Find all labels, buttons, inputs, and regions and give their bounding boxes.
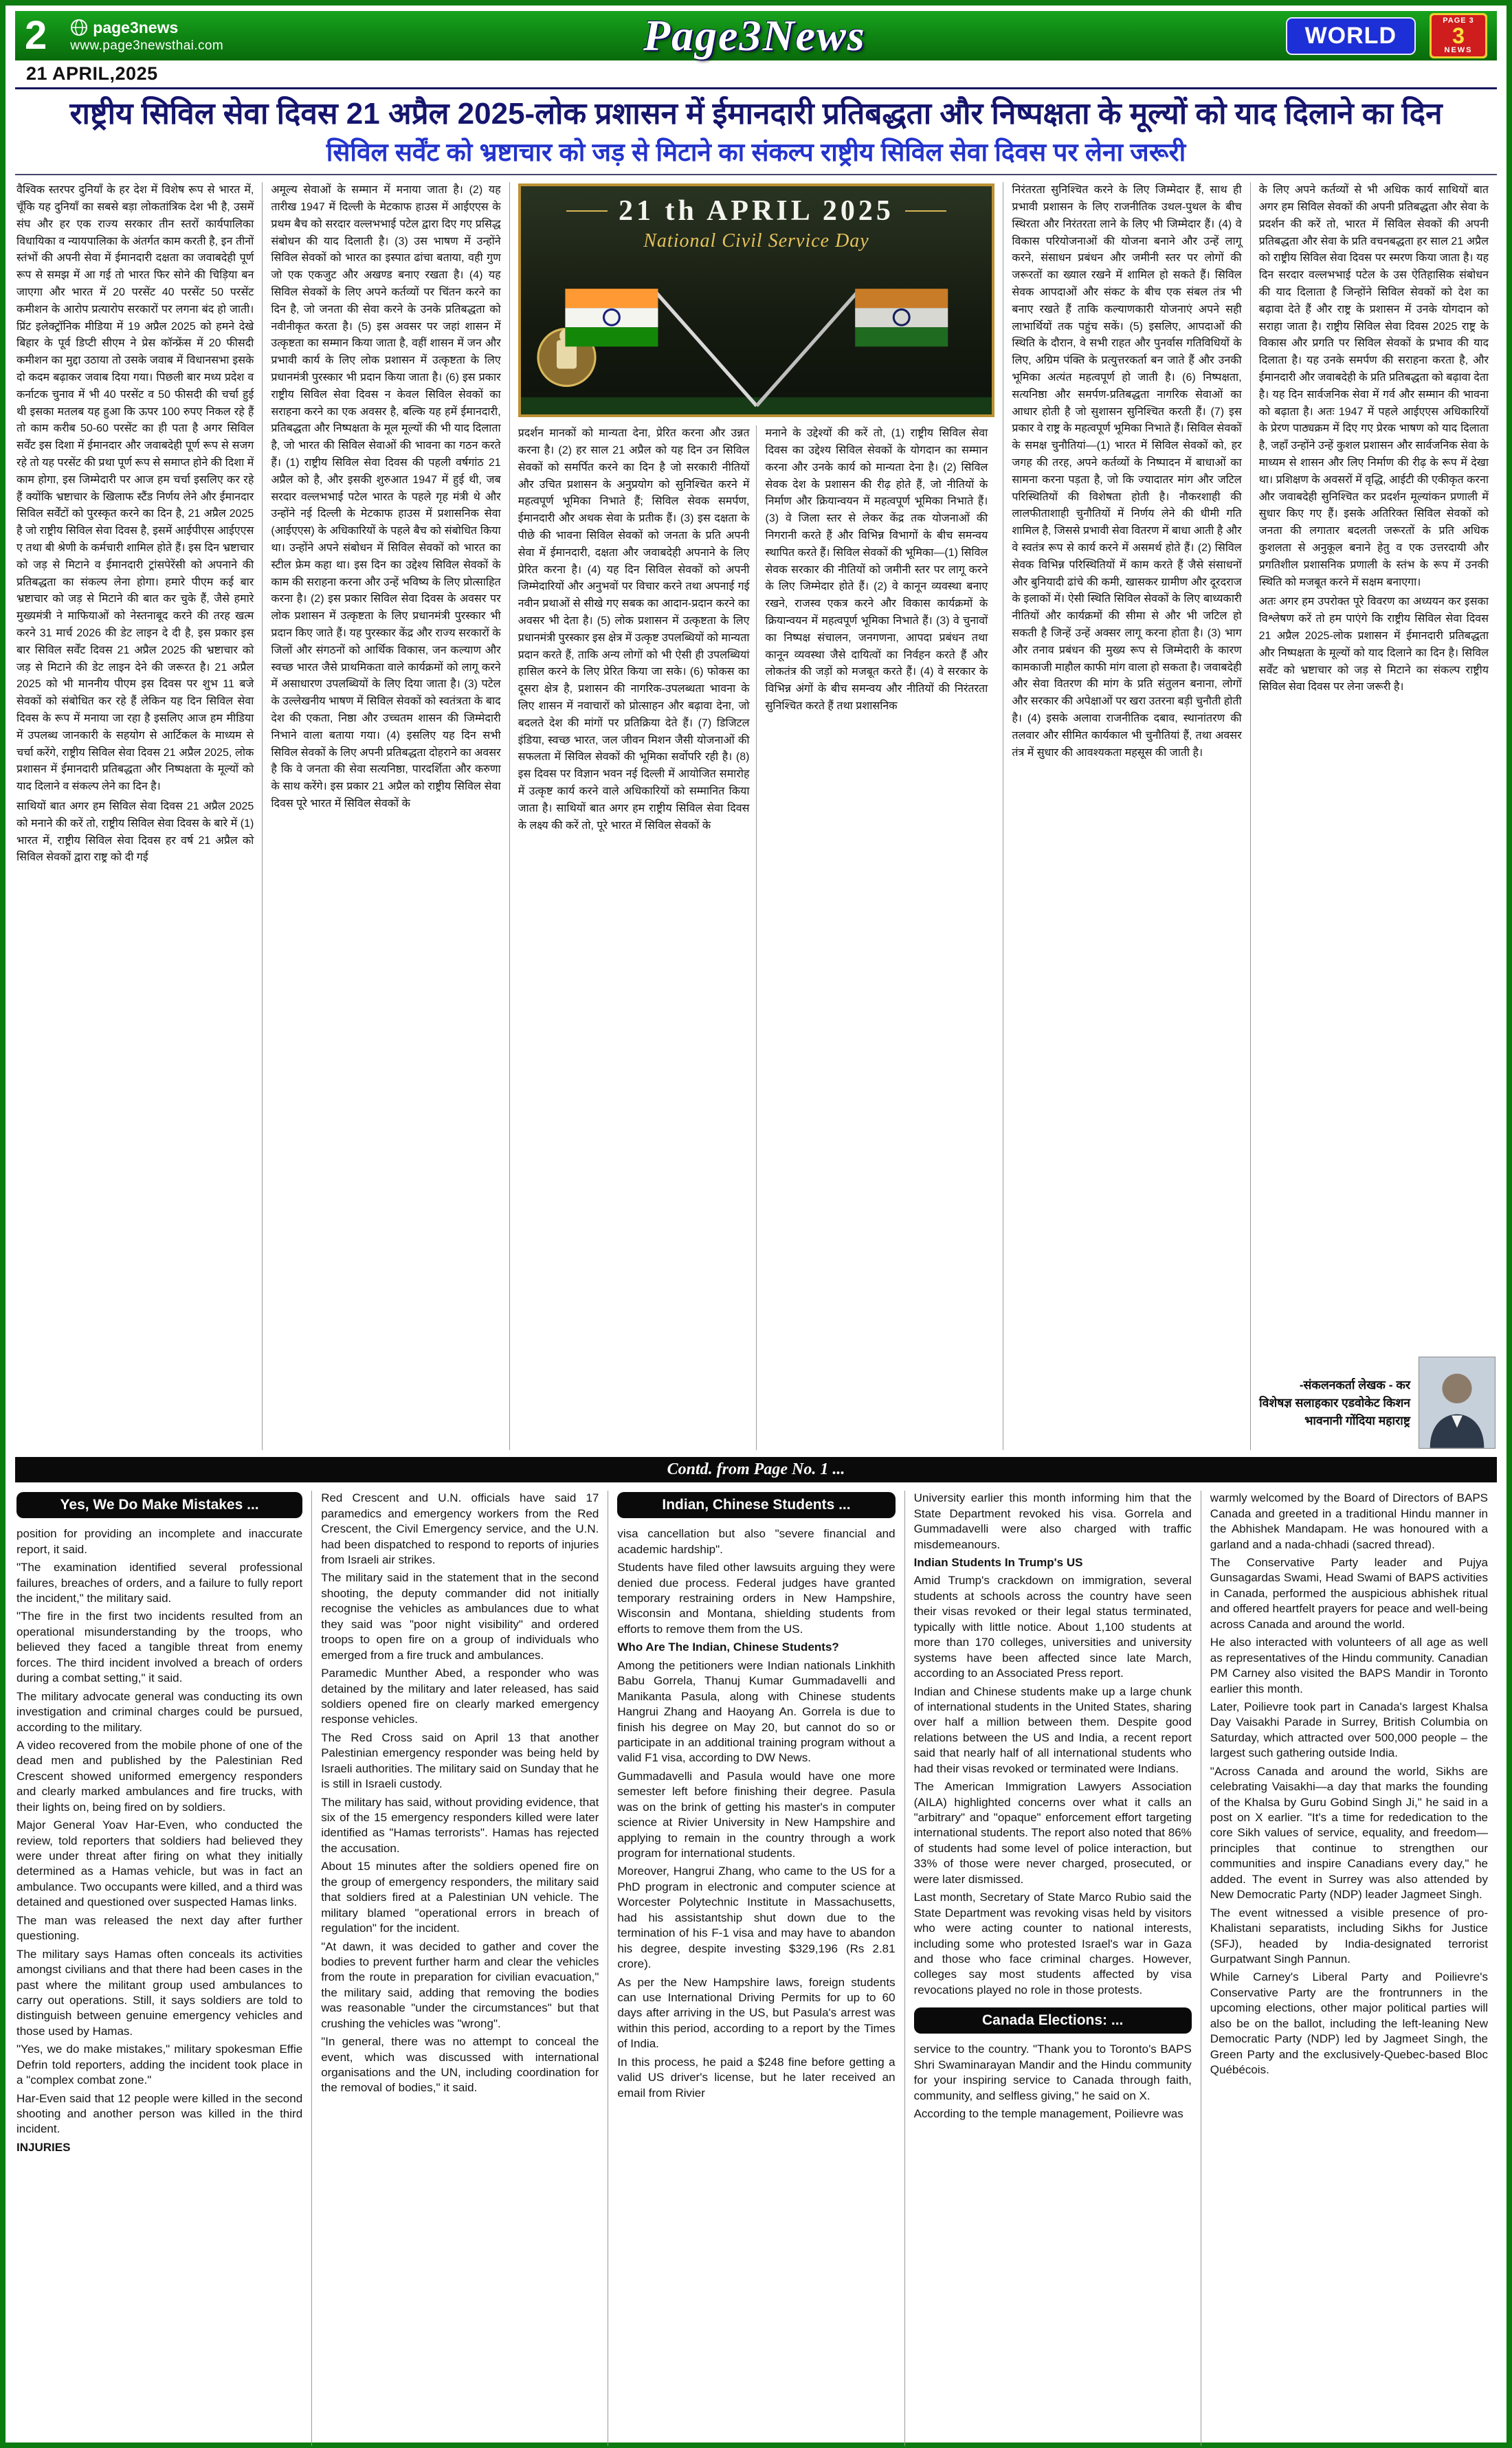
canada-article-col-2 xyxy=(1201,1491,1497,2446)
paragraph: Indian Students In Trump's US xyxy=(913,1556,1083,1569)
india-flag-left xyxy=(565,289,658,346)
paragraph: About 15 minutes after the soldiers opened fire on the group of emergency responders, the military said that soldiers fired at a Palestinian UN vehicle. The military blamed "operational errors in breach of regulation" for the incident. xyxy=(321,1860,599,1935)
hindi-column-6-text xyxy=(1259,182,1489,1333)
paragraph: Who Are The Indian, Chinese Students? xyxy=(617,1640,839,1654)
paragraph: साथियों बात अगर हम सिविल सेवा दिवस 21 अप्रैल 2025 को मनाने की करें तो, राष्ट्रीय सिविल सेवा दिवस के बारे में (1) भारत में, राष्ट्रीय सिविल सेवा दिवस हर वर्ष 21 अप्रैल को सिविल सेवकों द्वारा राष्ट्र को दी गई xyxy=(16,800,254,864)
paragraph: Har-Even said that 12 people were killed in the second shooting and another person was killed in the third incident. xyxy=(16,2091,303,2136)
paragraph: visa cancellation but also "severe financial and academic hardship". xyxy=(617,1527,896,1556)
mistakes-article-text-1 xyxy=(16,1526,302,2155)
hindi-column-3 xyxy=(518,425,757,1450)
paragraph: Indian and Chinese students make up a large chunk of international students in the United States, sharing over half a million between them. Despite good relations between the US and India, a recent report said that nearly half of all international students who had their visas revoked or terminated were Indians. xyxy=(913,1684,1192,1775)
author-line-3: भावनानी गोंदिया महाराष्ट्र xyxy=(1304,1414,1410,1428)
paragraph: University earlier this month informing him that the State Department revoked his visa. Gorrela and Gummadavelli were also charged with traffic misdemeanours. xyxy=(913,1491,1192,1551)
students-article-text-1 xyxy=(617,1526,895,2101)
paragraph: Moreover, Hangrui Zhang, who came to the US for a PhD program in electronic and computer science at Worcester Polytechnic Institute in Massachusetts, had his assistantship shut down due to the termination of his F-1 visa and may have to abandon his degree, despite investing $329,196 (Rs 2.81 crore). xyxy=(617,1865,896,1971)
logo-number: 3 xyxy=(1452,23,1465,48)
author-photo xyxy=(1419,1357,1496,1449)
paragraph: position for providing an incomplete and inaccurate report, it said. xyxy=(16,1527,303,1556)
paragraph: service to the country. "Thank you to Toronto's BAPS Shri Swaminarayan Mandir and the Hindu community for your inspiring service to Canada through faith, community, and selfless giving," he said on X. xyxy=(913,2043,1192,2102)
paragraph: The event witnessed a visible presence of pro-Khalistani separatists, including Sikhs for Justice (SFJ), headed by India-designated terrorist Gurpatwant Singh Pannun. xyxy=(1210,1906,1488,1966)
banner-date-text: 21 th APRIL 2025 xyxy=(566,194,946,227)
section-label: WORLD xyxy=(1286,17,1416,55)
globe-icon xyxy=(70,19,88,36)
hindi-column-4 xyxy=(756,425,994,1450)
paragraph: The man was released the next day after further questioning. xyxy=(16,1913,303,1943)
paragraph: The military says Hamas often conceals its activities amongst civilians and that there had been cases in the past where the militant group used ambulances to carry out operations. Still, it says soldiers are told to distinguish between genuine emergency vehicles and those used by Hamas. xyxy=(16,1947,303,2038)
sub-headline: सिविल सर्वेंट को भ्रष्टाचार को जड़ से मिटाने का संकल्प राष्ट्रीय सिविल सेवा दिवस पर लेना जरूरी xyxy=(15,134,1497,175)
paragraph: He also interacted with volunteers of all age as well as representatives of the Hindu community. Canadian PM Carney also visited the BAPS Mandir in Toronto earlier this month. xyxy=(1210,1636,1488,1695)
paragraph: Gummadavelli and Pasula would have one more semester left before finishing their degree. Pasula was on the brink of getting his master's in computer science at Rivier University in New Hampshire and applying to remain in the country through a work program for international students. xyxy=(617,1769,896,1860)
hindi-column-6 xyxy=(1250,182,1497,1450)
paragraph: The Conservative Party leader and Pujya Gunsagardas Swami, Head Swami of BAPS activities in Canada, performed the auspicious abhishek ritual and offered heartfelt prayers for peace and well-being across Canada and around the world. xyxy=(1210,1556,1488,1631)
masthead-bar xyxy=(15,11,1497,60)
logo-bottom-text: NEWS xyxy=(1444,46,1473,54)
paragraph: प्रदर्शन मानकों को मान्यता देना, प्रेरित करना और उन्नत करना है। (2) हर साल 21 अप्रैल को यह दिन उन सिविल सेवकों को समर्पित करने का दिन है जो सरकारी नीतियों और उचित प्रशासन के अनुप्रयोग को सुनिश्चित करने में महत्वपूर्ण भूमिका निभाते हैं; सिविल सेवक समर्पण, ईमानदारी और अथक सेवा के प्रतीक हैं। (3) इस दक्षता के पीछे की भावना सिविल सेवकों को जनता के प्रति अपनी सेवा में ईमानदारी, दक्षता और जवाबदेही अपनाने के लिए प्रेरित करना है। (4) यह दिन सिविल सेवकों को अपनी जिम्मेदारियों और अनुभवों पर विचार करने तथा अपनाई गई नवीन प्रथाओं से सीखे गए सबक का आदान-प्रदान करने का अवसर भी देता है। (5) लोक प्रशासन में उत्कृष्टता के लिए प्रधानमंत्री पुरस्कार इस क्षेत्र में उत्कृष्ट उपलब्धियों को मान्यता प्रदान करते हैं, ताकि अन्य लोगों को भी ऐसी ही उपलब्धियां हासिल करने के लिए प्रेरित किया जा सके। (6) फोकस का दूसरा क्षेत्र है, प्रशासन की नागरिक-उपलब्धता भावना के लिए शासन में नवाचारों को प्रोत्साहन और बढ़ावा देना, जो बदलते देश की मांगों पर प्रतिक्रिया देते हैं। (7) डिजिटल इंडिया, स्वच्छ भारत, जल जीवन मिशन जैसी योजनाओं की सफलता में सिविल सेवकों की भूमिका सर्वोपरि रही है। (8) इस दिवस पर विज्ञान भवन नई दिल्ली में आयोजित समारोह में उत्कृष्ट कार्य करने वाले अधिकारियों को सम्मानित किया जाता है। साथियों बात अगर हम राष्ट्रीय सिविल सेवा दिवस के लक्ष्य की करें तो, पूरे भारत में सिविल सेवकों के xyxy=(518,427,750,832)
paragraph: Students have filed other lawsuits arguing they were denied due process. Federal judges have granted temporary restraining orders in New Hampshire, Wisconsin and Montana, shielding students from efforts to remove them from the US. xyxy=(617,1561,896,1636)
students-article-col-2 xyxy=(904,1491,1201,2446)
students-article-text-2 xyxy=(914,1491,1192,1998)
paragraph: According to the temple management, Poilievre was xyxy=(913,2107,1183,2120)
paragraph: Later, Poilievre took part in Canada's largest Khalsa Day Vaisakhi Parade in Surrey, British Columbia on Saturday, which attracted over 500,000 people – the largest such gathering outside India. xyxy=(1210,1700,1488,1760)
paragraph: अमूल्य सेवाओं के सम्मान में मनाया जाता है। (2) यह तारीख 1947 में दिल्ली के मेटकाफ हाउस में आईएएस के प्रथम बैच को सरदार वल्लभभाई पटेल द्वारा दिए गए प्रसिद्ध संबोधन की याद दिलाती है। (3) उस भाषण में उन्होंने सिविल सेवकों को भारत का इस्पात ढांचा बताया, वही गुण जो एक एकजुट और अखण्ड बनाए रखता है। (4) यह सिविल सेवकों के लिए अपने कर्तव्यों पर चिंतन करने का दिन है, जो जनता की सेवा करने के उनके प्रतिबद्धता को नवीनीकृत करता है। (5) इस अवसर पर जहां शासन में उत्कृष्टता का सम्मान किया जाता है, वहीं शासन में जन और प्रभावी कार्य के लिए लोक प्रशासन में उत्कृष्टता के लिए प्रधानमंत्री पुरस्कार भी प्रदान किया जाता है। (6) इस प्रकार राष्ट्रीय सिविल सेवा दिवस न केवल सिविल सेवकों का सराहना करने का एक अवसर है, बल्कि यह हमें ईमानदारी, प्रतिबद्धता और निष्पक्षता के मूल मूल्यों की भी याद दिलाता है, जो भारत की सिविल सेवाओं की भावना का गठन करते हैं। (1) राष्ट्रीय सिविल सेवा दिवस की पहली वर्षगांठ 21 अप्रैल को है, और इसकी शुरुआत 1947 में हुई थी, जब सरदार वल्लभभाई पटेल भारत के पहले गृह मंत्री थे और उन्होंने नई दिल्ली के मेटकाफ हाउस में प्रशासनिक सेवा (आईएएस) के अधिकारियों के पहले बैच को संबोधित किया था। उन्होंने अपने संबोधन में सिविल सेवकों को भारत का स्टील फ्रेम कहा था। इस दिन का उद्देश्य सिविल सेवकों के काम की सराहना करना और उन्हें भविष्य के लिए प्रोत्साहित करना है। (2) इस प्रकार सिविल सेवा दिवस के अवसर पर लोक प्रशासन में उत्कृष्टता के लिए प्रधानमंत्री पुरस्कार भी प्रदान किए जाते हैं। यह पुरस्कार केंद्र और राज्य सरकारों के जिलों और संगठनों को आर्थिक विकास, जन कल्याण और स्वच्छ भारत जैसे प्राथमिकता वाले कार्यक्रमों को लागू करने में असाधारण उपलब्धियों के लिए दिया जाता है। (3) पटेल के उल्लेखनीय भाषण में सिविल सेवकों को स्वतंत्रता के बाद देश की एकता, निष्ठा और उच्चतम शासन की जिम्मेदारी निभाने वाला बताया गया। (4) इसलिए यह दिन सभी सिविल सेवकों के लिए अपनी प्रतिबद्धता दोहराने का अवसर है कि वे जनता की सेवा सत्यनिष्ठा, पारदर्शिता और करुणा के साथ करेंगे। इस प्रकार 21 अप्रैल को राष्ट्रीय सिविल सेवा दिवस पूरे भारत में सिविल सेवकों के xyxy=(271,184,501,810)
paragraph: The military advocate general was conducting its own investigation and criminal charges could be pursued, according to the military. xyxy=(16,1689,303,1734)
paragraph: "Yes, we do make mistakes," military spokesman Effie Defrin told reporters, adding the incident took place in a "complex combat zone." xyxy=(16,2043,303,2087)
page3-logo xyxy=(1430,13,1487,58)
author-text xyxy=(1259,1376,1410,1430)
paragraph: Red Crescent and U.N. officials have said 17 paramedics and emergency workers from the Red Crescent, the Civil Emergency service, and the U.N. had been dispatched to respond to reports of injuries from Israeli air strikes. xyxy=(321,1491,599,1566)
flags-illustration xyxy=(521,252,992,414)
paragraph: निरंतरता सुनिश्चित करने के लिए जिम्मेदार हैं, साथ ही प्रभावी प्रशासन के लिए राजनीतिक उथल-पुथल के बीच स्थिरता और निरंतरता लाने के लिए भी जिम्मेदार हैं। (4) वे विकास परियोजनाओं की योजना बनाने और उन्हें लागू करने, संसाधन प्रबंधन और जमीनी स्तर पर लोगों की जरूरतों का ख्याल रखने में शामिल हो सकते हैं। सिविल सेवक आपदाओं और संकट के बीच एक संबल तंत्र भी बनाए रखते हैं ताकि कल्याणकारी योजनाएं अपने सही लाभार्थियों तक पहुंच सकें। (5) इसलिए, आपदाओं की स्थिति के दौरान, वे सभी राहत और पुनर्वास गतिविधियों के लिए, अग्रिम पंक्ति के प्रत्युत्तरकर्ता बन जाते हैं और उनकी भूमिका अत्यंत महत्वपूर्ण हो जाती है। (6) निष्पक्षता, सत्यनिष्ठा और समर्पण-प्रतिबद्धता नागरिक सेवाओं का आधार होती है जो सुशासन सुनिश्चित करती हैं। (7) इस प्रकार वे राष्ट्र के महत्वपूर्ण भूमिका निभाते हैं। सिविल सेवकों के समक्ष चुनौतियां—(1) भारत में सिविल सेवकों को, हर जगह की तरह, अपने कर्तव्यों के निष्पादन में बाधाओं का सामना करना पड़ता है, जो कि ज्यादातर मांग और जटिल परिस्थितियों की विशेषता होती है। नौकरशाही की लालफीताशाही चुनौतियों में निर्णय लेने की धीमी गति शामिल है, जिससे प्रभावी सेवा वितरण में बाधा आती है और वे स्वतंत्र रूप से कार्य करने में असमर्थ होते हैं। (2) सिविल सेवक विभिन्न परिस्थितियों में काम करते हैं जैसे संसाधनों और बुनियादी ढांचे की कमी, खासकर ग्रामीण और दूरदराज के इलाकों में। ऐसी स्थिति सिविल सेवकों के लिए बाध्यकारी नीतियों और कार्यक्रमों की सीमा से और भी जटिल हो सकती है जिन्हें उन्हें अक्सर लागू करना होता है। (3) भाग और तनाव प्रबंधन की मुख्य रूप से जिम्मेदारी के कारण कामकाजी माहौल काफी मांग वाला हो सकता है। जवाबदेही और सेवा वितरण की मांग के प्रति संतुलन बनाना, लोगों और सरकार की अपेक्षाओं पर खरा उतरना बड़ी चुनौती होती है। (4) इसके अलावा राजनीतिक दबाव, स्थानांतरण की तलवार और सीमित कार्यकाल भी चुनौतियां हैं, तथा अवसर तंत्र में सुधार की आवश्यकता महसूस की जाती है। xyxy=(1012,184,1242,759)
civil-service-day-image xyxy=(518,183,995,417)
paragraph: The military said in the statement that in the second shooting, the deputy commander did not initially recognise the vehicles as ambulances due to what they said was "poor night visibility" and ordered troops to open fire on a group of individuals who emerged from a fire truck and ambulances. xyxy=(321,1571,599,1662)
mistakes-article-col-2 xyxy=(311,1491,608,2446)
paragraph: वैश्विक स्तरपर दुनियाँ के हर देश में विशेष रूप से भारत में, चूँकि यह दुनियाँ का सबसे बड़ा लोकतांत्रिक देश भी है, उसमें संघ और हर एक राज्य सरकार तीन स्तरों कार्यपालिका विधायिका व न्यायपालिका के अंतर्गत काम करती है, इन तीनों स्तंभों की अपनी सेवा में ईमानदारी दक्षता का जवाबदेही पूर्ण रूप से समझ में आ गई तो भारत फिर सोने की चिड़िया बन जाएगा और भारत में 20 परसेंट 40 परसेंट 50 परसेंट कमीशन के आरोप प्रत्यारोप सरकारों पर लगना बंद हो जाती। प्रिंट इलेक्ट्रॉनिक मीडिया में 19 अप्रैल 2025 को हमने देखे बिहार के पूर्व डिप्टी सीएम ने प्रेस कॉन्फ्रेंस में 20 फीसदी कमीशन का मुद्दा उठाया तो उसके जवाब में विधानसभा इसके दो कदम बढ़ाकर जवाब दिया गया। पिछली बार मध्य प्रदेश व कर्नाटक चुनाव में भी 40 परसेंट व 50 फीसदी की चर्चा हुई थी इसका मतलब यह हुआ कि ऊपर 100 रुपए निकल रहे हैं तो काम करीब 50-60 परसेंट का ही पता है अगर सिविल सर्वेंट इस दिशा में ईमानदार और जवाबदेही पूर्ण रूप से सजग रहे तो यह परसेंट की प्रथा पूर्ण रूप से समाप्त होने की दिशा में काम होगा, इस जिम्मेदारी पर आज हम चर्चा इसलिए कर रहे हैं क्योंकि भ्रष्टाचार के खिलाफ स्टैंड निर्णय लेने और ईमानदार सिविल सर्वेंटों को पुरस्कृत करने का दिन है, 21 अप्रैल 2025 है जो राष्ट्रीय सिविल सेवा दिवस है, इसमें आईपीएस आईएएस ए तथा बी श्रेणी के कर्मचारी शामिल होते हैं। इस दिन भ्रष्टाचार को जड़ से मिटाने व ईमानदारी ट्रांसपेरेंसी को अपनाने की प्रतिबद्धता का संकल्प लेना होगा। हमारे पीएम कई बार भ्रष्टाचार को जड़ से मिटाने की बात कर चुके हैं, जैसे हमारे मुख्यमंत्री ने माफियाओं को नेस्तनाबूद करने की तरह खत्म करने 31 मार्च 2026 की डेट लाइन दे दी है, इस प्रकार इस बार सिविल सर्वेंट दिवस 21 अप्रैल 2025 की भ्रष्टाचार को जड़ से मिटाने की डेट लाइन देने की जरूरत है। 21 अप्रैल 2025 को भी माननीय पीएम इस दिवस पर शुभ 11 बजे सेवकों को संबोधित कर रहे हैं लेकिन यह दिन सिविल सेवा दिवस के रूप में मनाया जा रहा है इसलिए आज हम मीडिया में उपलब्ध जानकारी के सहयोग से आर्टिकल के माध्यम से चर्चा करेंगे, राष्ट्रीय सिविल सेवा दिवस 21 अप्रैल 2025, लोक प्रशासन में ईमानदारी प्रतिबद्धता और निष्पक्षता के मूल्यों को याद दिलाने व संकल्प लेने का दिन है। xyxy=(16,184,254,793)
hindi-column-1 xyxy=(15,182,262,1450)
paragraph: The military has said, without providing evidence, that six of the 15 emergency responders killed were later identified as "Hamas terrorists". Hamas has rejected the accusation. xyxy=(321,1795,599,1855)
paragraph: Among the petitioners were Indian nationals Linkhith Babu Gorrela, Thanuj Kumar Gummadavelli and Manikanta Pasula, along with Chinese students Hangrui Zhang and Haoyang An. Gorrela is due to finish his degree on May 20, but cannot do so or participate in an additional training program without a valid F1 visa, according to DW News. xyxy=(617,1658,896,1765)
issue-date: 21 APRIL,2025 xyxy=(26,63,158,84)
author-line-2: विशेषज्ञ सलाहकार एडवोकेट किशन xyxy=(1259,1396,1410,1410)
author-credit xyxy=(1251,1351,1497,1450)
paragraph: मनाने के उद्देश्यों की करें तो, (1) राष्ट्रीय सिविल सेवा दिवस का उद्देश्य सिविल सेवकों के योगदान का सम्मान करना और उनके कार्य को मान्यता देना है। (2) सिविल सेवक देश के प्रशासन की रीढ़ होते हैं, जो नीतियों के निर्माण और क्रियान्वयन में महत्वपूर्ण भूमिका निभाते हैं। (3) वे जिला स्तर से लेकर केंद्र तक योजनाओं की निगरानी करते हैं और विभिन्न विभागों के बीच समन्वय स्थापित करते हैं। सिविल सेवकों की भूमिका—(1) सिविल सेवक सरकार की नीतियों को जमीनी स्तर पर लागू करने के लिए जिम्मेदार होते हैं। (2) वे कानून व्यवस्था बनाए रखने, राजस्व एकत्र करने और विकास कार्यक्रमों के क्रियान्वयन में महत्वपूर्ण भूमिका निभाते हैं। (3) वे चुनावों का निष्पक्ष संचालन, जनगणना, आपदा प्रबंधन तथा कानून व्यवस्था जैसे दायित्वों का निर्वहन करते हैं और लोकतंत्र की जड़ों को मजबूत करते हैं। (4) वे सरकार के विभिन्न अंगों के बीच समन्वय और नीतियों की निरंतरता सुनिश्चित करते हैं तथा प्रशासनिक xyxy=(765,427,988,712)
paragraph: Amid Trump's crackdown on immigration, several students at schools across the country have seen their visas revoked or their legal status terminated, typically with little notice. About 1,100 students at more than 170 colleges, universities and university systems have been affected since late March, according to an Associated Press report. xyxy=(913,1574,1192,1680)
canada-elections-header: Canada Elections: ... xyxy=(914,2007,1192,2034)
date-bar xyxy=(15,60,1497,89)
hindi-column-2 xyxy=(262,182,509,1450)
flag-pole-right xyxy=(756,293,856,406)
lead-story xyxy=(15,89,1497,1450)
continued-from-text: Contd. from Page No. 1 ... xyxy=(667,1460,845,1479)
paragraph: अतः अगर हम उपरोक्त पूरे विवरण का अध्ययन कर इसका विश्लेषण करें तो हम पाएंगे कि राष्ट्रीय सिविल सेवा दिवस 21 अप्रैल 2025-लोक प्रशासन में ईमानदारी प्रतिबद्धता और निष्पक्षता के मूल्यों को याद दिलाने का दिन है। सिविल सर्वेंट को भ्रष्टाचार को जड़ से मिटाने का संकल्प राष्ट्रीय सिविल सेवा दिवस पर लेना जरूरी है। xyxy=(1258,596,1489,693)
students-article-col-1 xyxy=(608,1491,904,2446)
canada-article-text-1 xyxy=(914,2042,1192,2122)
masthead-title: Page3News xyxy=(643,11,866,60)
banner-title-text: National Civil Service Day xyxy=(643,230,869,252)
hindi-column-5 xyxy=(1003,182,1249,1450)
paragraph: INJURIES xyxy=(16,2140,71,2154)
paragraph: "In general, there was no attempt to conceal the event, which was discussed with international organisations and the UN, including coordination for the removal of bodies," it said. xyxy=(321,2035,599,2095)
paragraph: के लिए अपने कर्तव्यों से भी अधिक कार्य साथियों बात अगर हम सिविल सेवकों की अपनी प्रतिबद्धता और सेवा के प्रदर्शन की करें तो, भारत में सिविल सेवकों की अपनी प्रतिबद्धता और सेवा के प्रति वचनबद्धता हर साल 21 अप्रैल को राष्ट्रीय सिविल सेवा दिवस पर स्मरण किया जाता है। यह दिन सरदार वल्लभभाई पटेल के उस ऐतिहासिक संबोधन की याद दिलाता है जिन्होंने सिविल सेवकों को देश का बढ़ावा देते हैं और राष्ट्र के प्रशासन में उनके योगदान को सराहा जाता है। राष्ट्रीय सिविल सेवा दिवस 2025 राष्ट्र के विकास और प्रगति पर सिविल सेवकों के प्रभाव की याद दिलाता है। यह उनके समर्पण की सराहना करता है, और ईमानदारी और जवाबदेही के प्रति प्रतिबद्धता को बढ़ावा देता है। यह दिन सार्वजनिक सेवा में गर्व और सम्मान की भावना को बढ़ाता है। अतः 1947 में पहले आईएएस अधिकारियों के प्रेरण पाठ्यक्रम में दिए गए प्रेरक भाषण को याद दिलाता है, जहाँ उन्होंने उन्हें कुशल प्रशासन और सार्वजनिक सेवा के माध्यम से शासन और लिए निर्माण की रीढ़ के रूप में देखा था। प्रशिक्षण के अवसरों में वृद्धि, आईटी की एकीकृत करना और जवाबदेही सुनिश्चित कर प्रदर्शन मूल्यांकन प्रणाली में सुधार किए गए हैं। इसके अतिरिक्त सिविल सेवकों को जनता की लगातार बदलती जरूरतों के प्रति अधिक कुशलता से अनुकूल बनाने हेतु व एक उत्तरदायी और प्रगतिशील प्रशासनिक प्रणाली के स्तंभ के रूप में उनकी स्थिति को मजबूत करने में सक्षम बनाएगा। xyxy=(1258,184,1489,588)
site-url[interactable]: www.page3newsthai.com xyxy=(70,38,224,53)
canada-article-text-2 xyxy=(1210,1491,1488,2078)
mistakes-article-header: Yes, We Do Make Mistakes ... xyxy=(16,1492,302,1518)
paragraph: As per the New Hampshire laws, foreign students can use International Driving Permits for up to 60 days after arriving in the US, but Pasula's arrest was within this period, according to a report by the Times of India. xyxy=(617,1975,896,2051)
paragraph: "The fire in the first two incidents resulted from an operational misunderstanding by the troops, who believed they faced a tangible threat from enemy forces. The third incident involved a breach of orders during a combat setting," it said. xyxy=(16,1610,303,1685)
paragraph: "Across Canada and around the world, Sikhs are celebrating Vaisakhi—a day that marks the founding of the Khalsa by Guru Gobind Singh Ji," he said in a post on X earlier. "It's a time for rededication to the core Sikh values of service, equality, and freedom—principles that continue to strengthen our communities and inspire Canadians every day," he added. The event in Surrey was also attended by New Democratic Party (NDP) leader Jagmeet Singh. xyxy=(1210,1764,1488,1902)
paragraph: While Carney's Liberal Party and Poilievre's Conservative Party are the frontrunners in the upcoming elections, other major political parties will also be on the ballot, including the left-leaning New Democratic Party (NDP) led by Jagmeet Singh, the Green Party and the exclusively-Quebec-based Bloc Québécois. xyxy=(1210,1970,1488,2076)
paragraph: "The examination identified several professional failures, breaches of orders, and a failure to fully report the incident," the military said. xyxy=(16,1561,303,1605)
paragraph: The Red Cross said on April 13 that another Palestinian emergency responder was being held by Israeli authorities. The military said on Sunday that he is still in Israeli custody. xyxy=(321,1731,599,1791)
continued-from-bar xyxy=(15,1457,1497,1482)
paragraph: "At dawn, it was decided to gather and cover the bodies to prevent further harm and clear the vehicles from the route in preparation for civilian evacuation," the military said, adding that removing the bodies was reasonable "under the circumstances" but that crushing the vehicles was "wrong". xyxy=(321,1939,599,2030)
center-column-pair xyxy=(509,182,1003,1450)
english-section xyxy=(15,1491,1497,2446)
paragraph: A video recovered from the mobile phone of one of the dead men and published by the Palestinian Red Crescent showed uniformed emergency responders and clearly marked ambulances and fire trucks, with their lights on, being fired on by soldiers. xyxy=(16,1738,303,1814)
india-flag-right xyxy=(855,289,948,346)
paragraph: Last month, Secretary of State Marco Rubio said the State Department was revoking visas held by visitors who were acting counter to national interests, including some who protested Israel's war in Gaza and those who face criminal charges. However, colleges say most students affected by visa revocations played no role in those protests. xyxy=(913,1891,1192,1996)
paragraph: In this process, he paid a $248 fine before getting a valid US driver's license, but he later received an email from Rivier xyxy=(617,2055,896,2100)
page-number: 2 xyxy=(25,13,47,58)
paragraph: The American Immigration Lawyers Association (AILA) highlighted concerns over what it calls an "arbitrary" and "opaque" enforcement effort targeting international students. The report also noted that 86% of students had some level of police interaction, but 33% of those were never charged, prosecuted, or were later dismissed. xyxy=(913,1780,1192,1886)
under-image-columns xyxy=(518,425,995,1450)
lead-story-body xyxy=(15,182,1497,1450)
flag-pole-left xyxy=(656,293,756,406)
author-line-1: -संकलनकर्ता लेखक - कर xyxy=(1299,1377,1410,1392)
mistakes-article-col-1 xyxy=(15,1491,311,2446)
paragraph: Paramedic Munther Abed, a responder who was detained by the military and later released, has said soldiers opened fire on clearly marked emergency response vehicles. xyxy=(321,1667,599,1726)
site-block xyxy=(70,19,223,54)
logo-top-text: PAGE 3 xyxy=(1443,16,1474,25)
mistakes-article-text-2 xyxy=(321,1491,599,2096)
paragraph: warmly welcomed by the Board of Directors of BAPS Canada and greeted in a traditional Hindu manner in the Abhishek Mandapam. He was honoured with a garland and a nada-chhadi (sacred thread). xyxy=(1210,1491,1488,1551)
paragraph: Major General Yoav Har-Even, who conducted the review, told reporters that soldiers had believed they were under threat after firing on what they initially determined as a Hamas vehicle, but was in fact an ambulance. Two occupants were killed, and a third was detained and questioned over suspected Hamas links. xyxy=(16,1818,303,1909)
site-handle: page3news xyxy=(93,18,179,36)
main-headline: राष्ट्रीय सिविल सेवा दिवस 21 अप्रैल 2025-लोक प्रशासन में ईमानदारी प्रतिबद्धता और निष्पक्षता के मूल्यों को याद दिलाने का दिन xyxy=(69,97,1443,131)
students-article-header: Indian, Chinese Students ... xyxy=(617,1492,895,1518)
